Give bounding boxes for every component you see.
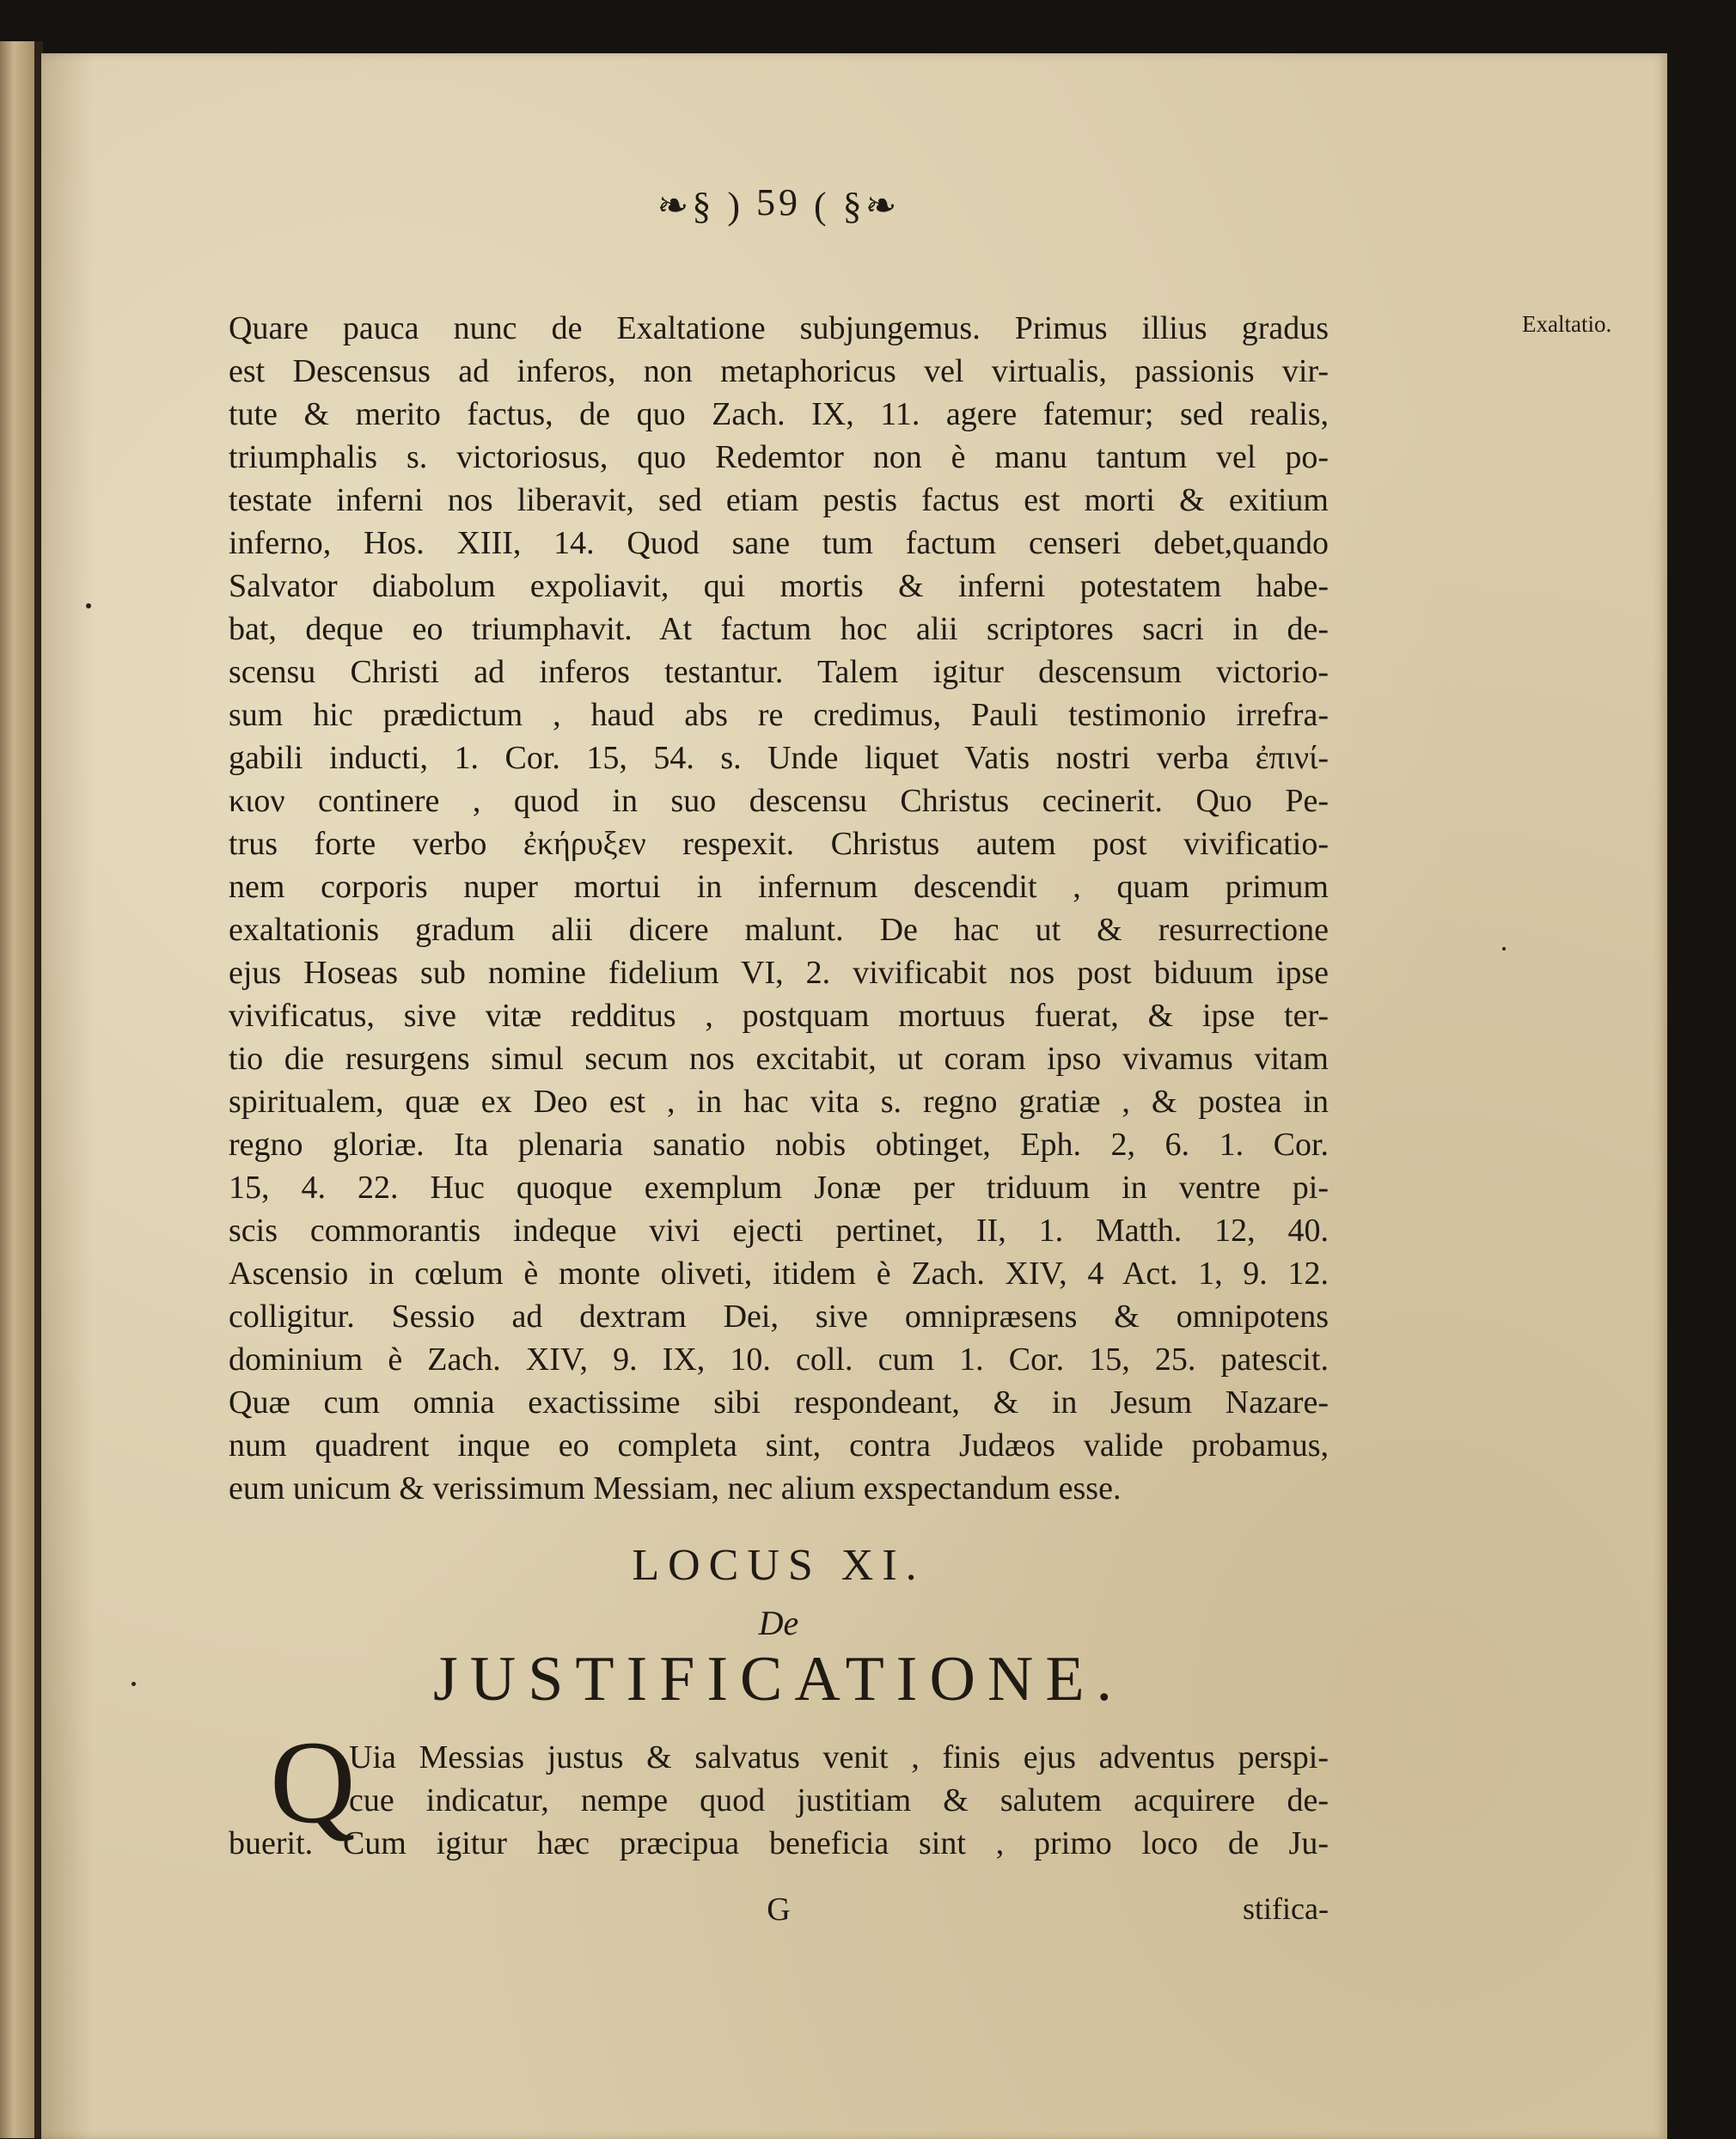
text-line: vivificatus, sive vitæ redditus , postquam mortuus fuerat, & ipse ter- (229, 998, 1329, 1034)
paper-speck (1502, 947, 1506, 950)
text-line: Uia Messias justus & salvatus venit , finis ejus adventus perspi- (349, 1739, 1329, 1775)
section-number: LOCUS XI. (632, 1541, 926, 1590)
text-line: testate inferni nos liberavit, sed etiam pestis factus est morti & exitium (229, 482, 1329, 518)
text-line: tio die resurgens simul secum nos excitabit, ut coram ipso vivamus vitam (229, 1041, 1329, 1077)
text-line: bat, deque eo triumphavit. At factum hoc alii scriptores sacri in de- (229, 611, 1329, 647)
text-line: nem corporis nuper mortui in infernum descendit , quam primum (229, 869, 1329, 905)
signature-mark: G (767, 1891, 791, 1928)
text-line: regno gloriæ. Ita plenaria sanatio nobis obtinget, Eph. 2, 6. 1. Cor. (229, 1127, 1329, 1163)
text-line: triumphalis s. victoriosus, quo Redemtor non è manu tantum vel po- (229, 439, 1329, 475)
text-line: 15, 4. 22. Huc quoque exemplum Jonæ per triduum in ventre pi- (229, 1170, 1329, 1206)
text-line: exaltationis gradum alii dicere malunt. De hac ut & resurrectione (229, 912, 1329, 948)
text-line: spiritualem, quæ ex Deo est , in hac vita s. regno gratiæ , & postea in (229, 1084, 1329, 1120)
text-line: inferno, Hos. XIII, 14. Quod sane tum factum censeri debet,quando (229, 525, 1329, 561)
drop-capital: Q (270, 1716, 356, 1848)
marginal-note: Exaltatio. (1522, 311, 1612, 337)
text-line: scis commorantis indeque vivi ejecti pertinet, II, 1. Matth. 12, 40. (229, 1213, 1329, 1249)
left-ornament: ❧§ ) (657, 185, 743, 228)
text-line: κιον continere , quod in suo descensu Christus cecinerit. Quo Pe- (229, 783, 1329, 819)
catchword: stifica- (1243, 1891, 1329, 1926)
text-line: ejus Hoseas sub nomine fidelium VI, 2. vivificabit nos post biduum ipse (229, 955, 1329, 991)
text-line: gabili inducti, 1. Cor. 15, 54. s. Unde liquet Vatis nostri verba ἐπινί- (229, 740, 1329, 776)
text-line: Salvator diabolum expoliavit, qui mortis & inferni potestatem habe- (229, 568, 1329, 604)
text-line: sum hic prædictum , haud abs re credimus, Pauli testimonio irrefra- (229, 697, 1329, 733)
text-line: eum unicum & verissimum Messiam, nec alium exspectandum esse. (229, 1470, 1122, 1506)
text-line: tute & merito factus, de quo Zach. IX, 11. agere fatemur; sed realis, (229, 396, 1329, 432)
text-line: dominium è Zach. XIV, 9. IX, 10. coll. cum 1. Cor. 15, 25. patescit. (229, 1341, 1329, 1378)
section-preposition: De (758, 1604, 799, 1642)
running-header (229, 180, 1329, 241)
text-line: cue indicatur, nempe quod justitiam & salutem acquirere de- (349, 1782, 1329, 1818)
text-line: trus forte verbo ἐκήρυξεν respexit. Christus autem post vivificatio- (229, 826, 1329, 862)
text-line: Quare pauca nunc de Exaltatione subjungemus. Primus illius gradus (229, 310, 1329, 346)
text-line: buerit. Cum igitur hæc præcipua beneficia sint , primo loco de Ju- (229, 1825, 1329, 1861)
text-line: num quadrent inque eo completa sint, contra Judæos valide probamus, (229, 1427, 1329, 1464)
page-number: 59 (756, 181, 801, 223)
text-line: est Descensus ad inferos, non metaphoricus vel virtualis, passionis vir- (229, 353, 1329, 389)
text-line: scensu Christi ad inferos testantur. Talem igitur descensum victorio- (229, 654, 1329, 690)
text-line: colligitur. Sessio ad dextram Dei, sive omnipræsens & omnipotens (229, 1299, 1329, 1335)
book-page (41, 53, 1667, 2139)
facing-page-edge (0, 41, 34, 2138)
text-line: Ascensio in cœlum è monte oliveti, itidem è Zach. XIV, 4 Act. 1, 9. 12. (229, 1256, 1329, 1292)
paper-speck (86, 603, 91, 608)
text-line: Quæ cum omnia exactissime sibi respondeant, & in Jesum Nazare- (229, 1384, 1329, 1421)
right-ornament: ( §❧ (814, 185, 901, 228)
paper-speck (131, 1682, 136, 1686)
section-title: JUSTIFICATIONE. (432, 1644, 1125, 1714)
